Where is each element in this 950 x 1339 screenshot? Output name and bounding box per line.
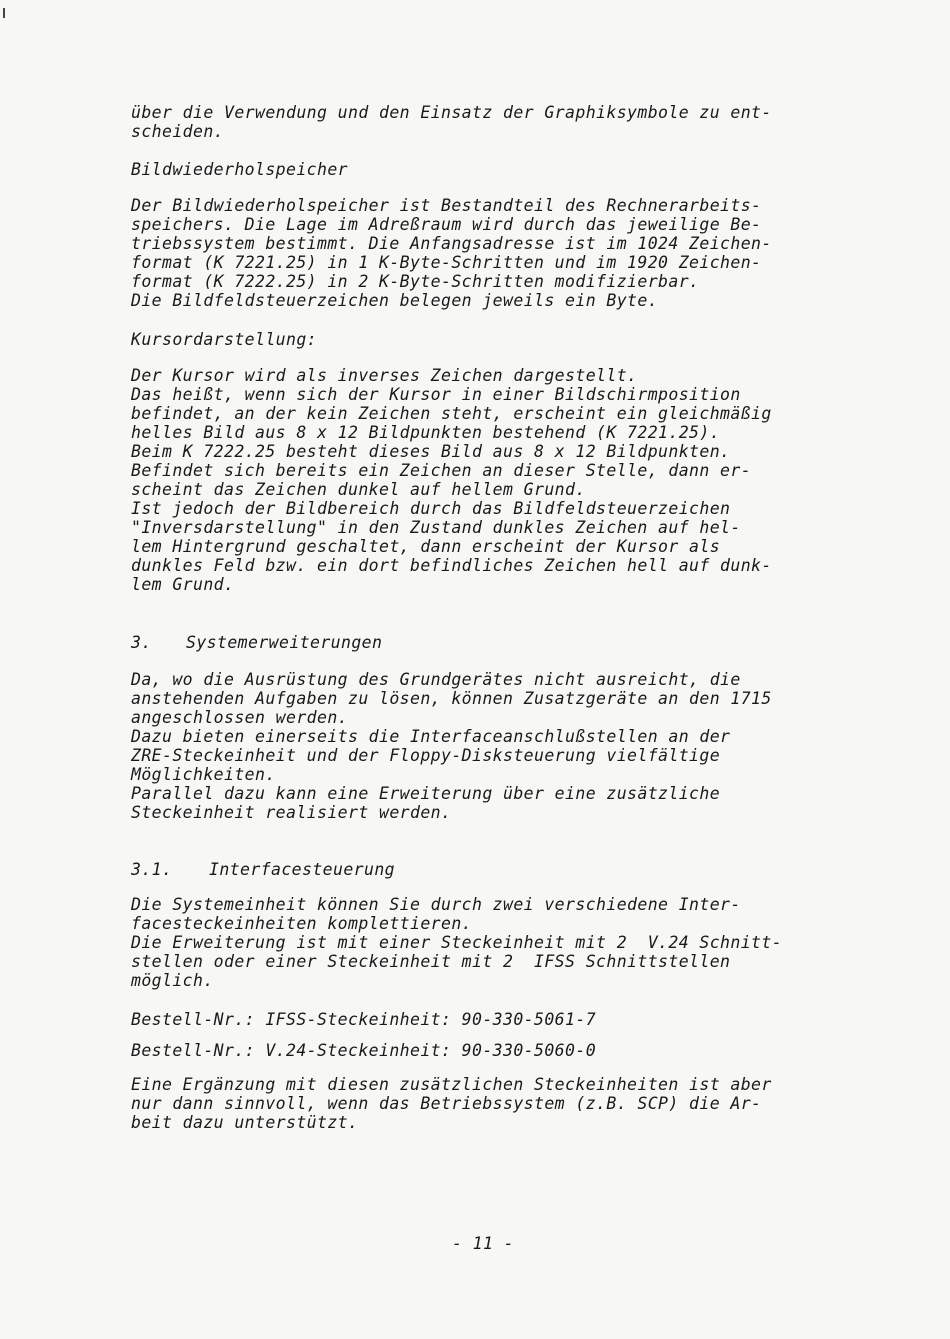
margin-mark bbox=[3, 8, 5, 18]
heading-bildwiederholspeicher: Bildwiederholspeicher bbox=[131, 160, 349, 179]
text-line: anstehenden Aufgaben zu lösen, können Zusatzgeräte an den 1715 bbox=[131, 689, 772, 708]
order-number-ifss bbox=[131, 1010, 891, 1029]
text-line: ZRE-Steckeinheit und der Floppy-Disksteuerung vielfältige bbox=[131, 746, 721, 765]
text-line: triebssystem bestimmt. Die Anfangsadresse ist im 1024 Zeichen- bbox=[131, 234, 772, 253]
text-line: "Inversdarstellung" in den Zustand dunkles Zeichen auf hel- bbox=[131, 518, 741, 537]
text-line: scheiden. bbox=[131, 122, 225, 141]
text-line: Ist jedoch der Bildbereich durch das Bildfeldsteuerzeichen bbox=[131, 499, 731, 518]
text-line: Bestell-Nr.: IFSS-Steckeinheit: 90-330-5061-7 bbox=[131, 1010, 597, 1029]
text-line: Befindet sich bereits ein Zeichen an dieser Stelle, dann er- bbox=[131, 461, 752, 480]
text-line: nur dann sinnvoll, wenn das Betriebssystem (z.B. SCP) die Ar- bbox=[131, 1094, 762, 1113]
heading-interfacesteuerung: Interfacesteuerung bbox=[209, 860, 396, 879]
text-line: Dazu bieten einerseits die Interfaceanschlußstellen an der bbox=[131, 727, 731, 746]
text-line: Der Bildwiederholspeicher ist Bestandteil des Rechnerarbeits- bbox=[131, 196, 762, 215]
text-line: facesteckeinheiten komplettieren. bbox=[131, 914, 473, 933]
text-line: Die Systemeinheit können Sie durch zwei verschiedene Inter- bbox=[131, 895, 741, 914]
text-line: Das heißt, wenn sich der Kursor in einer Bildschirmposition bbox=[131, 385, 741, 404]
paragraph-closing bbox=[131, 1075, 891, 1132]
text-line: Steckeinheit realisiert werden. bbox=[131, 803, 452, 822]
text-line: dunkles Feld bzw. ein dort befindliches Zeichen hell auf dunk- bbox=[131, 556, 772, 575]
text-line: format (K 7221.25) in 1 K-Byte-Schritten und im 1920 Zeichen- bbox=[131, 253, 762, 272]
text-line: befindet, an der kein Zeichen steht, erscheint ein gleichmäßig bbox=[131, 404, 772, 423]
text-line: Die Bildfeldsteuerzeichen belegen jeweils ein Byte. bbox=[131, 291, 659, 310]
text-line: lem Hintergrund geschaltet, dann erscheint der Kursor als bbox=[131, 537, 721, 556]
text-line: speichers. Die Lage im Adreßraum wird durch das jeweilige Be- bbox=[131, 215, 762, 234]
page-number: - 11 - bbox=[452, 1234, 515, 1253]
text-line: lem Grund. bbox=[131, 575, 235, 594]
text-line: beit dazu unterstützt. bbox=[131, 1113, 359, 1132]
text-line: scheint das Zeichen dunkel auf hellem Grund. bbox=[131, 480, 586, 499]
text-line: über die Verwendung und den Einsatz der Graphiksymbole zu ent- bbox=[131, 103, 772, 122]
text-line: Bestell-Nr.: V.24-Steckeinheit: 90-330-5060-0 bbox=[131, 1041, 597, 1060]
paragraph-kursordarstellung bbox=[131, 366, 891, 594]
text-line: Der Kursor wird als inverses Zeichen dargestellt. bbox=[131, 366, 638, 385]
paragraph-bildwiederholspeicher bbox=[131, 196, 891, 310]
intro-paragraph bbox=[131, 103, 891, 141]
text-line: format (K 7222.25) in 2 K-Byte-Schritten modifizierbar. bbox=[131, 272, 700, 291]
paragraph-interfacesteuerung bbox=[131, 895, 891, 990]
heading-systemerweiterungen: Systemerweiterungen bbox=[186, 633, 383, 652]
text-line: Parallel dazu kann eine Erweiterung über eine zusätzliche bbox=[131, 784, 721, 803]
text-line: stellen oder einer Steckeinheit mit 2 IFSS Schnittstellen bbox=[131, 952, 731, 971]
text-line: Möglichkeiten. bbox=[131, 765, 276, 784]
text-line: Eine Ergänzung mit diesen zusätzlichen Steckeinheiten ist aber bbox=[131, 1075, 772, 1094]
text-line: helles Bild aus 8 x 12 Bildpunkten bestehend (K 7221.25). bbox=[131, 423, 721, 442]
text-line: Beim K 7222.25 besteht dieses Bild aus 8 x 12 Bildpunkten. bbox=[131, 442, 731, 461]
text-line: Da, wo die Ausrüstung des Grundgerätes nicht ausreicht, die bbox=[131, 670, 741, 689]
text-line: Die Erweiterung ist mit einer Steckeinheit mit 2 V.24 Schnitt- bbox=[131, 933, 783, 952]
paragraph-systemerweiterungen bbox=[131, 670, 891, 822]
heading-kursordarstellung: Kursordarstellung: bbox=[131, 330, 318, 349]
section-number-3: 3. bbox=[131, 633, 152, 652]
section-number-3-1: 3.1. bbox=[131, 860, 173, 879]
text-line: angeschlossen werden. bbox=[131, 708, 349, 727]
text-line: möglich. bbox=[131, 971, 214, 990]
order-number-v24 bbox=[131, 1041, 891, 1060]
